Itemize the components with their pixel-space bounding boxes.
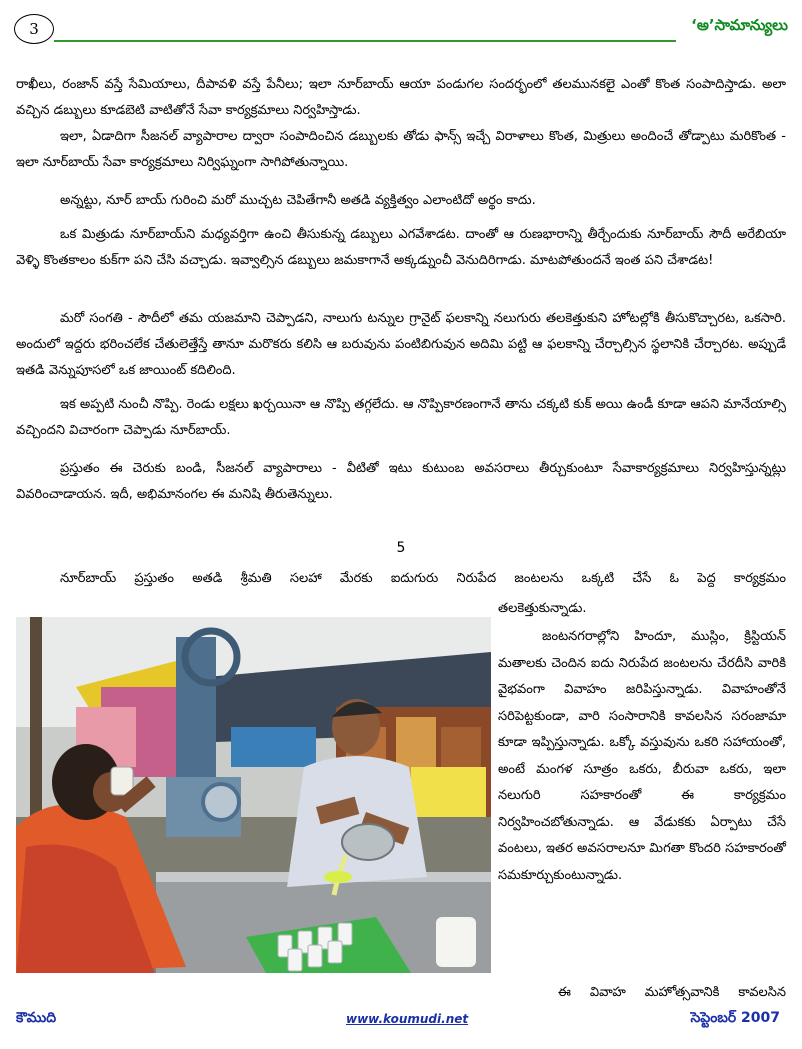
paragraph-donations: ఇలా, ఏడాదిగా సీజనల్ వ్యాపారాల ద్వారా సంపాదించిన డబ్బులకు తోడు ఫాన్స్ ఇచ్చే విరాళాలు కొంత, మిత్రులు అందించే తోడ్పాటు మరికొంత - ఇలా నూర్‌బాయ్ సేవా కార్యక్రమాలు నిర్విఘ్నంగా సాగిపోతున్నాయి. — [16, 129, 786, 170]
footer-magazine-name: కౌముది — [16, 1010, 57, 1026]
paragraph-personality: అన్నట్టు, నూర్ బాయ్ గురించి మరో ముచ్చట చెపితేగానీ అతడి వ్యక్తిత్వం ఎలాంటిదో అర్థం కాదు. — [60, 193, 536, 208]
paragraph-saudi-trip: ఒక మిత్రుడు నూర్‌బాయ్‌ని మధ్యవర్తిగా ఉంచి తీసుకున్న డబ్బులు ఎగవేశాడట. దాంతో ఆ రుణభారాన్ని తీర్చేందుకు నూర్‌బాయ్ సౌదీ అరేబియా వెళ్ళి కొంతకాలం కుక్‌గా పని చేసి వచ్చాడు. ఇవ్వాల్సిన డబ్బులు జమకాగానే అక్కడ్నుంచీ వెనుదిరిగాడు. మాటపోతుందనే ఇంత పని చేశాడట! — [16, 227, 786, 268]
magazine-section-title: ‘అ’సామాన్యులు — [691, 16, 788, 34]
footer-website-link[interactable]: www.koumudi.net — [346, 1012, 469, 1026]
paragraph-granite: మరో సంగతి - సౌదీలో తమ యజమాని చెప్పాడని, నాలుగు టన్నుల గ్రానైట్ ఫలకాన్ని నలుగురు తలకెత్తుకుని హోటల్లోకి తీసుకొచ్చారట, ఒకసారి. అందులో ఇద్దరు భరించలేక చేతులెత్తేస్తే తానూ మరొకరు కలిసి ఆ బరువును పంటిబిగువున అదిమి పట్టి ఆ ఫలకాన్ని చేర్చాల్సిన స్థలానికి చేర్చారట. అప్పుడే ఇతడి వెన్నుపూసలో ఒక జాయింట్ కదిలింది. — [16, 311, 786, 378]
page-number-text: 3 — [29, 20, 39, 38]
juice-stall-photo — [16, 617, 491, 973]
section-intro: నూర్‌బాయ్ ప్రస్తుతం అతడి శ్రీమతి సలహా మేరకు ఐదుగురు నిరుపేద జంటలను ఒక్కటి చేసే ఓ పెద్ద కార్యక్రమం — [60, 571, 786, 586]
paragraph-back-pain: ఇక అప్పటి నుంచీ నొప్పి. రెండు లక్షలు ఖర్చయినా ఆ నొప్పి తగ్గలేదు. ఆ నొప్పికారణంగానే తాను చక్కటి కుక్ అయి ఉండీ కూడా ఆపని మానేయాల్సి వచ్చిందని విచారంగా చెప్పాడు నూర్‌బాయ్. — [16, 397, 786, 438]
paragraph-mass-wedding: జంటనగరాల్లోని హిందూ, ముస్లిం, క్రిస్టియన్ మతాలకు చెందిన ఐదు నిరుపేద జంటలను చేరదీసి వారికి వైభవంగా వివాహం జరిపిస్తున్నాడు. వివాహంతోనే సరిపెట్టకుండా, వారి సంసారానికి కావలసిన సరంజామా కూడా ఇప్పిస్తున్నాడు. ఒక్కో వస్తువును ఒకరి సహాయంతో, అంటే మంగళ సూత్రం ఒకరు, బీరువా ఒకరు, ఇలా నలుగురి సహకారంతో ఈ కార్యక్రమం నిర్వహించబోతున్నాడు. ఆ వేడుకకు ఏర్పాటు చేసే వంటలు, ఇతర అవసరాలనూ మిగతా కొందరి సహకారంతో సమకూర్చుకుంటున్నాడు. — [498, 629, 786, 883]
section-intro-continued: తలకెత్తుకున్నాడు. — [498, 601, 587, 616]
paragraph-wedding-continued: ఈ వివాహ మహోత్సవానికి కావలసిన — [558, 985, 786, 1000]
page-number — [14, 14, 54, 44]
paragraph-festivals: రాఖీలు, రంజాన్ వస్తే సేమియాలు, దీపావళి వస్తే పేనీలు; ఇలా నూర్‌బాయ్ ఆయా పండుగల సందర్భంలో తలమునకలై ఎంతో కొంత సంపాదిస్తాడు. అలా వచ్చిన డబ్బులు కూడబెటి వాటితోనే సేవా కార్యక్రమాలు నిర్వహిస్తాడు. — [16, 77, 786, 118]
paragraph-current-business: ప్రస్తుతం ఈ చెరుకు బండి, సీజనల్ వ్యాపారాలు - వీటితో ఇటు కుటుంబ అవసరాలు తీర్చుకుంటూ సేవాకార్యక్రమాలు నిర్వహిస్తున్నట్లు వివరించాడాయన. ఇదీ, అభిమానంగల ఈ మనిషి తీరుతెన్నులు. — [16, 461, 786, 502]
header-rule — [54, 40, 676, 42]
footer-issue-date: సెప్టెంబర్ 2007 — [690, 1010, 780, 1026]
section-number: 5 — [396, 540, 406, 556]
